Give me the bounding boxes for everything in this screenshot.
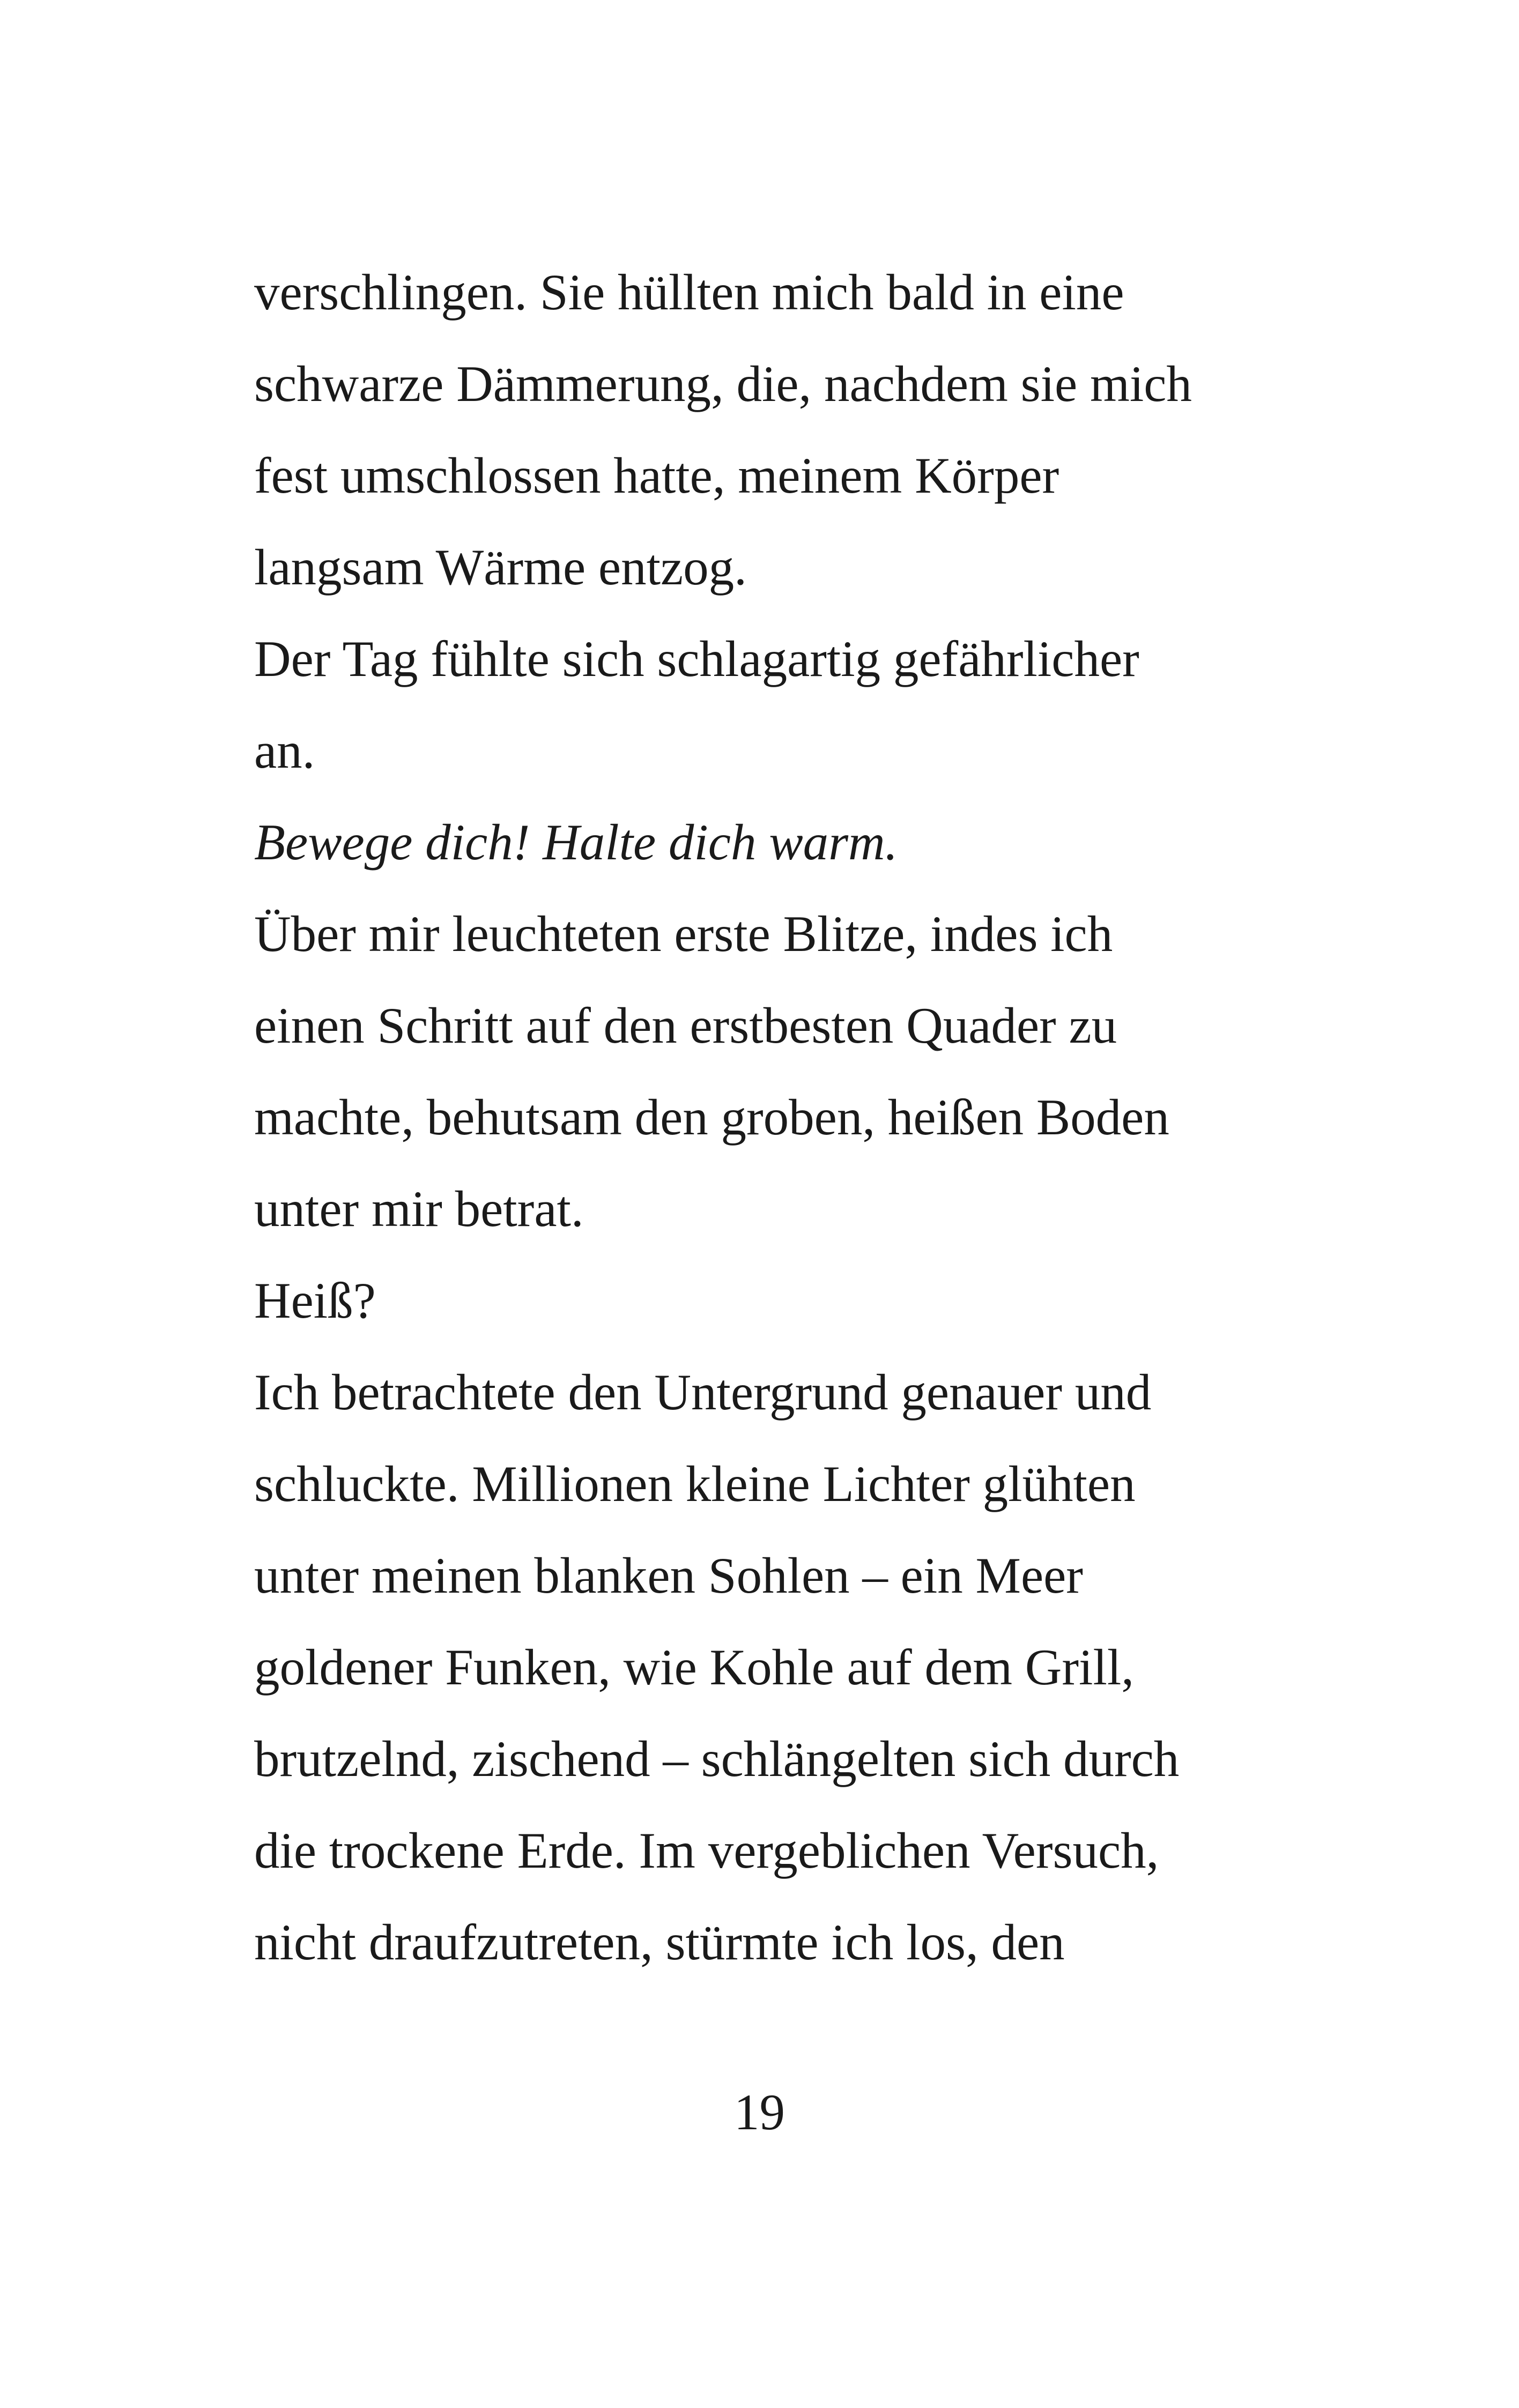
text-line-6: an. [254,722,315,779]
page-number: 19 [734,2084,785,2141]
text-line-19: nicht draufzutreten, stürmte ich los, den [254,1914,1065,1971]
text-line-5: Der Tag fühlte sich schlagartig gefährlicher [254,630,1139,687]
text-line-12: Heiß? [254,1272,376,1329]
text-line-9: einen Schritt auf den erstbesten Quader zu [254,997,1117,1054]
text-line-16: goldener Funken, wie Kohle auf dem Grill, [254,1639,1134,1696]
body-text [254,247,1327,1988]
text-line-1: verschlingen. Sie hüllten mich bald in eine [254,264,1124,321]
text-line-15: unter meinen blanken Sohlen – ein Meer [254,1547,1083,1604]
text-line-11: unter mir betrat. [254,1180,584,1237]
text-line-13: Ich betrachtete den Untergrund genauer und [254,1364,1152,1421]
text-line-3: fest umschlossen hatte, meinem Körper [254,447,1059,504]
text-line-17: brutzelnd, zischend – schlängelten sich durch [254,1730,1180,1787]
text-line-18: die trockene Erde. Im vergeblichen Versuch, [254,1822,1159,1879]
text-line-2: schwarze Dämmerung, die, nachdem sie mich [254,355,1192,412]
text-line-14: schluckte. Millionen kleine Lichter glühten [254,1455,1136,1512]
text-line-4: langsam Wärme entzog. [254,539,747,596]
text-line-8: Über mir leuchteten erste Blitze, indes ich [254,905,1113,962]
text-line-7-italic: Bewege dich! Halte dich warm. [254,814,898,871]
text-line-10: machte, behutsam den groben, heißen Boden [254,1089,1169,1146]
